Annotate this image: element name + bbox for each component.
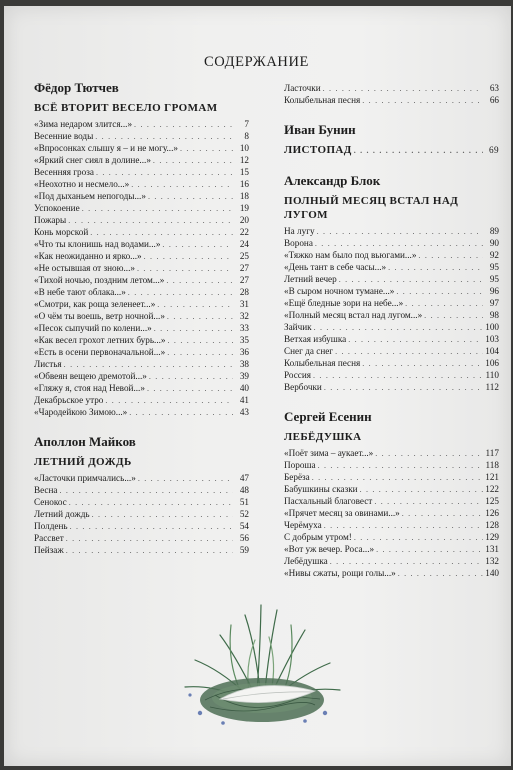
toc-entry bbox=[34, 346, 249, 358]
page-number: 48 bbox=[239, 485, 249, 495]
dot-leader bbox=[69, 497, 233, 509]
page-number: 39 bbox=[239, 371, 249, 381]
section-title: ЛИСТОПАД bbox=[284, 144, 352, 156]
toc-entry bbox=[284, 237, 499, 249]
toc-entry bbox=[284, 447, 499, 459]
page-number: 90 bbox=[489, 238, 499, 248]
page-number: 33 bbox=[239, 323, 249, 333]
page-number: 97 bbox=[489, 298, 499, 308]
toc-entry bbox=[34, 544, 249, 556]
page-number: 38 bbox=[239, 359, 249, 369]
toc-entry bbox=[34, 496, 249, 508]
entry-title: «Есть в осени первоначальной...» bbox=[34, 347, 166, 357]
entry-title: Ласточки bbox=[284, 83, 321, 93]
entry-title: «Вот уж вечер. Роса...» bbox=[284, 544, 375, 554]
toc-entry bbox=[284, 225, 499, 237]
dot-leader bbox=[168, 335, 233, 347]
dot-leader bbox=[66, 545, 233, 557]
entry-title: «Нивы сжаты, рощи голы...» bbox=[284, 568, 396, 578]
toc-entry bbox=[34, 532, 249, 544]
toc-entry bbox=[34, 520, 249, 532]
section-title: ЛЕБЁДУШКА bbox=[284, 431, 362, 443]
page-number: 117 bbox=[485, 448, 499, 458]
page-number: 12 bbox=[239, 155, 249, 165]
toc-entry bbox=[34, 382, 249, 394]
page-number: 16 bbox=[239, 179, 249, 189]
entry-title: «Тихой ночью, поздним летом...» bbox=[34, 275, 165, 285]
toc-entry bbox=[284, 555, 499, 567]
entry-title: «В небе тают облака...» bbox=[34, 287, 126, 297]
section-title: ВСЁ ВТОРИТ ВЕСЕЛО ГРОМАМ bbox=[34, 102, 218, 114]
page-number: 118 bbox=[485, 460, 499, 470]
toc-entry bbox=[34, 154, 249, 166]
dot-leader bbox=[154, 323, 233, 335]
entry-title: Пасхальный благовест bbox=[284, 496, 373, 506]
page-number: 69 bbox=[489, 145, 499, 155]
entry-title: «Прячет месяц за овинами...» bbox=[284, 508, 400, 518]
toc-entry bbox=[34, 250, 249, 262]
entry-title: Успокоение bbox=[34, 203, 80, 213]
toc-entry bbox=[284, 345, 499, 357]
entry-title: «Тяжко нам было под вьюгами...» bbox=[284, 250, 417, 260]
page-number: 103 bbox=[485, 334, 499, 344]
entry-title: «Песок сыпучий по колени...» bbox=[34, 323, 152, 333]
entry-title: Рассвет bbox=[34, 533, 64, 543]
dot-leader bbox=[424, 310, 483, 322]
entry-title: «Чародейкою Зимою...» bbox=[34, 407, 128, 417]
page-number: 95 bbox=[489, 262, 499, 272]
dot-leader bbox=[60, 485, 233, 497]
page-number: 40 bbox=[239, 383, 249, 393]
page-number: 96 bbox=[489, 286, 499, 296]
page-title: СОДЕРЖАНИЕ bbox=[204, 54, 309, 70]
page-number: 25 bbox=[239, 251, 249, 261]
toc-entry bbox=[34, 226, 249, 238]
toc-entry bbox=[34, 508, 249, 520]
toc-entry bbox=[284, 321, 499, 333]
toc-right-column bbox=[284, 82, 499, 595]
page-number: 54 bbox=[239, 521, 249, 531]
page-number: 125 bbox=[485, 496, 499, 506]
entry-title: Конь морской bbox=[34, 227, 89, 237]
dot-leader bbox=[162, 239, 233, 251]
entry-title: С добрым утром! bbox=[284, 532, 352, 542]
toc-entry bbox=[34, 406, 249, 418]
toc-entry bbox=[34, 214, 249, 226]
dot-leader bbox=[418, 250, 483, 262]
page-number: 131 bbox=[485, 544, 499, 554]
page-number: 10 bbox=[239, 143, 249, 153]
page-number: 35 bbox=[239, 335, 249, 345]
dot-leader bbox=[318, 460, 483, 472]
page-number: 129 bbox=[485, 532, 499, 542]
dot-leader bbox=[129, 407, 233, 419]
entry-title: Вербочки bbox=[284, 382, 322, 392]
dot-leader bbox=[70, 521, 233, 533]
section-title: ПОЛНЫЙ МЕСЯЦ ВСТАЛ НАД ЛУГОМ bbox=[284, 195, 459, 221]
toc-entry bbox=[284, 309, 499, 321]
page-number: 20 bbox=[239, 215, 249, 225]
entry-title: Колыбельная песня bbox=[284, 358, 361, 368]
page-number: 51 bbox=[239, 497, 249, 507]
page-number: 28 bbox=[239, 287, 249, 297]
entry-title: Летний дождь bbox=[34, 509, 90, 519]
page-number: 66 bbox=[489, 95, 499, 105]
toc-entry bbox=[284, 261, 499, 273]
author-group bbox=[284, 409, 499, 579]
nest-illustration bbox=[165, 595, 355, 745]
dot-leader bbox=[354, 144, 483, 158]
page-number: 110 bbox=[485, 370, 499, 380]
author-group bbox=[284, 82, 499, 106]
dot-leader bbox=[362, 358, 483, 370]
entry-title: «Что ты клонишь над водами...» bbox=[34, 239, 161, 249]
toc-entry bbox=[34, 202, 249, 214]
toc-entry bbox=[34, 286, 249, 298]
entry-title: «Поёт зима – аукает...» bbox=[284, 448, 374, 458]
entry-title: «День тант в себе часы...» bbox=[284, 262, 387, 272]
page-number: 8 bbox=[244, 131, 249, 141]
page-number: 32 bbox=[239, 311, 249, 321]
page-number: 92 bbox=[489, 250, 499, 260]
dot-leader bbox=[348, 334, 483, 346]
toc-entry bbox=[284, 82, 499, 94]
page-number: 47 bbox=[239, 473, 249, 483]
dot-leader bbox=[180, 143, 233, 155]
author-group bbox=[34, 80, 249, 418]
page-number: 140 bbox=[485, 568, 499, 578]
page-number: 18 bbox=[239, 191, 249, 201]
page-number: 104 bbox=[485, 346, 499, 356]
dot-leader bbox=[166, 275, 233, 287]
page-number: 19 bbox=[239, 203, 249, 213]
toc-entry bbox=[284, 285, 499, 297]
author-name: Александр Блок bbox=[284, 173, 381, 188]
toc-entry bbox=[34, 484, 249, 496]
entry-title: Россия bbox=[284, 370, 312, 380]
dot-leader bbox=[376, 544, 483, 556]
entry-title: Пожары bbox=[34, 215, 67, 225]
dot-leader bbox=[396, 286, 483, 298]
dot-leader bbox=[375, 448, 483, 460]
toc-entry bbox=[284, 507, 499, 519]
entry-title: «Зима недаром злится...» bbox=[34, 119, 133, 129]
dot-leader bbox=[360, 484, 483, 496]
dot-leader bbox=[82, 203, 233, 215]
toc-entry bbox=[284, 543, 499, 555]
dot-leader bbox=[131, 179, 233, 191]
page-number: 63 bbox=[489, 83, 499, 93]
entry-title: «Под дыханьем непогоды...» bbox=[34, 191, 146, 201]
toc-entry bbox=[284, 567, 499, 579]
toc-entry bbox=[34, 274, 249, 286]
page-number: 24 bbox=[239, 239, 249, 249]
dot-leader bbox=[317, 226, 483, 238]
section-title-row bbox=[284, 143, 499, 157]
toc-entry bbox=[284, 369, 499, 381]
page-number: 22 bbox=[239, 227, 249, 237]
toc-entry bbox=[34, 310, 249, 322]
entry-title: Весенняя гроза bbox=[34, 167, 94, 177]
toc-entry bbox=[284, 333, 499, 345]
toc-entry bbox=[284, 297, 499, 309]
toc-entry bbox=[284, 471, 499, 483]
toc-entry bbox=[34, 370, 249, 382]
toc-entry bbox=[34, 142, 249, 154]
entry-title: «Гляжу я, стоя над Невой...» bbox=[34, 383, 145, 393]
toc-entry bbox=[284, 381, 499, 393]
entry-title: «Ещё бледные зори на небе...» bbox=[284, 298, 404, 308]
page-number: 95 bbox=[489, 274, 499, 284]
entry-title: Листья bbox=[34, 359, 62, 369]
entry-title: Полдень bbox=[34, 521, 68, 531]
page-number: 31 bbox=[239, 299, 249, 309]
toc-entry bbox=[34, 118, 249, 130]
entry-title: Пейзаж bbox=[34, 545, 64, 555]
author-name: Аполлон Майков bbox=[34, 434, 136, 449]
toc-entry bbox=[34, 298, 249, 310]
page-number: 7 bbox=[244, 119, 249, 129]
toc-entry bbox=[34, 322, 249, 334]
entry-title: «Как весел грохот летних бурь...» bbox=[34, 335, 166, 345]
page-number: 98 bbox=[489, 310, 499, 320]
entry-title: На лугу bbox=[284, 226, 315, 236]
toc-entry bbox=[284, 531, 499, 543]
dot-leader bbox=[167, 311, 233, 323]
toc-entry bbox=[34, 394, 249, 406]
entry-title: Пороша bbox=[284, 460, 316, 470]
toc-entry bbox=[284, 459, 499, 471]
dot-leader bbox=[402, 508, 483, 520]
toc-entry bbox=[284, 249, 499, 261]
author-group bbox=[34, 434, 249, 556]
page-number: 89 bbox=[489, 226, 499, 236]
toc-entry bbox=[34, 178, 249, 190]
page-number: 122 bbox=[485, 484, 499, 494]
entry-title: «О чём ты воешь, ветр ночной...» bbox=[34, 311, 165, 321]
toc-left-column bbox=[34, 80, 249, 572]
page-number: 43 bbox=[239, 407, 249, 417]
page-number: 126 bbox=[485, 508, 499, 518]
entry-title: Черёмуха bbox=[284, 520, 322, 530]
dot-leader bbox=[148, 191, 233, 203]
entry-title: Летний вечер bbox=[284, 274, 337, 284]
dot-leader bbox=[324, 382, 483, 394]
toc-entry bbox=[284, 519, 499, 531]
toc-entry bbox=[284, 94, 499, 106]
dot-leader bbox=[167, 347, 233, 359]
dot-leader bbox=[388, 262, 483, 274]
entry-title: Ветхая избушка bbox=[284, 334, 347, 344]
section-title: ЛЕТНИЙ ДОЖДЬ bbox=[34, 456, 132, 468]
author-group bbox=[284, 173, 499, 393]
page-number: 52 bbox=[239, 509, 249, 519]
dot-leader bbox=[398, 568, 483, 580]
entry-title: Весна bbox=[34, 485, 58, 495]
dot-leader bbox=[66, 533, 233, 545]
page-number: 100 bbox=[485, 322, 499, 332]
author-group bbox=[284, 122, 499, 157]
dot-leader bbox=[68, 215, 233, 227]
entry-title: «Обвеян вещею дремотой...» bbox=[34, 371, 147, 381]
author-name: Фёдор Тютчев bbox=[34, 80, 119, 95]
page-number: 27 bbox=[239, 275, 249, 285]
dot-leader bbox=[313, 370, 483, 382]
entry-title: «Ласточки примчались...» bbox=[34, 473, 136, 483]
page-number: 56 bbox=[239, 533, 249, 543]
toc-entry bbox=[284, 495, 499, 507]
page-number: 15 bbox=[239, 167, 249, 177]
toc-entry bbox=[34, 130, 249, 142]
entry-title: Зайчик bbox=[284, 322, 312, 332]
page-number: 112 bbox=[485, 382, 499, 392]
dot-leader bbox=[153, 155, 233, 167]
page-number: 132 bbox=[485, 556, 499, 566]
dot-leader bbox=[138, 473, 233, 485]
entry-title: «Смотри, как роща зеленеет...» bbox=[34, 299, 156, 309]
entry-title: «В сыром ночном тумане...» bbox=[284, 286, 395, 296]
toc-entry bbox=[34, 262, 249, 274]
toc-entry bbox=[284, 273, 499, 285]
dot-leader bbox=[147, 383, 233, 395]
entry-title: Сенокос bbox=[34, 497, 67, 507]
toc-entry bbox=[34, 166, 249, 178]
toc-entry bbox=[34, 238, 249, 250]
entry-title: Бабушкины сказки bbox=[284, 484, 358, 494]
entry-title: «Как неожиданно и ярко...» bbox=[34, 251, 142, 261]
entry-title: «Впросонках слышу я – и не могу...» bbox=[34, 143, 178, 153]
entry-title: Лебёдушка bbox=[284, 556, 328, 566]
entry-title: «Не остывшая от зною...» bbox=[34, 263, 135, 273]
dot-leader bbox=[92, 509, 233, 521]
toc-entry bbox=[34, 358, 249, 370]
author-name: Иван Бунин bbox=[284, 122, 356, 137]
page-number: 121 bbox=[485, 472, 499, 482]
dot-leader bbox=[149, 371, 233, 383]
entry-title: Колыбельная песня bbox=[284, 95, 361, 105]
toc-entry bbox=[34, 472, 249, 484]
dot-leader bbox=[362, 95, 483, 107]
dot-leader bbox=[134, 119, 233, 131]
entry-title: Весенние воды bbox=[34, 131, 94, 141]
entry-title: Декабрьское утро bbox=[34, 395, 104, 405]
entry-title: «Яркий снег сиял в долине...» bbox=[34, 155, 151, 165]
toc-entry bbox=[284, 357, 499, 369]
toc-entry bbox=[284, 483, 499, 495]
entry-title: Снег да снег bbox=[284, 346, 334, 356]
page-number: 59 bbox=[239, 545, 249, 555]
toc-entry bbox=[34, 190, 249, 202]
entry-title: Ворона bbox=[284, 238, 313, 248]
entry-title: «Полный месяц встал над лугом...» bbox=[284, 310, 423, 320]
toc-entry bbox=[34, 334, 249, 346]
page-number: 41 bbox=[239, 395, 249, 405]
entry-title: «Неохотно и несмело...» bbox=[34, 179, 130, 189]
page-number: 128 bbox=[485, 520, 499, 530]
dot-leader bbox=[144, 251, 233, 263]
entry-title: Берёза bbox=[284, 472, 310, 482]
author-name: Сергей Есенин bbox=[284, 409, 372, 424]
page-number: 27 bbox=[239, 263, 249, 273]
dot-leader bbox=[157, 299, 233, 311]
page-number: 106 bbox=[485, 358, 499, 368]
page-number: 36 bbox=[239, 347, 249, 357]
